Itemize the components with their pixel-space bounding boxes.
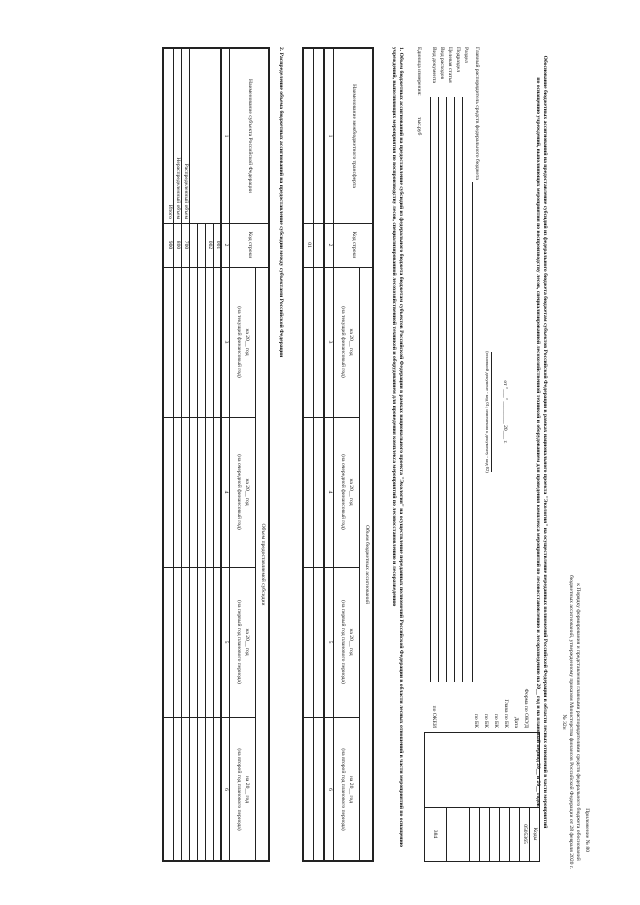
field-line [430,97,431,682]
okei-code: 384 [432,829,438,839]
column-number: 2 [223,243,229,247]
appendix-text: к Порядку формирования и представления главными распорядителями средств федерального бюджета обоснований бюджетных ассигнований, утвержденному приказом Министерства финансов Российской Федерации от 28 февраля 2020 г. № 32н [561,575,581,869]
code-label-okei: по ОКЕИ [431,705,437,728]
field-line [446,97,447,682]
field-label-manager: Главный распорядитель средств федерального бюджета [474,47,480,180]
row-code: 001 [215,240,221,250]
col-group-header: Объем бюджетных ассигнований [364,525,370,604]
year-sub: (на первый год планового периода) [236,600,242,684]
year-label: на 20__ год [244,328,250,356]
year-sub: (на второй год планового периода) [236,748,242,831]
codes-header: Коды [532,827,538,841]
field-line [472,182,473,682]
year-sub: (на первый год планового периода) [340,600,346,684]
row-code: 002 [207,240,213,250]
year-sub: (на текущий финансовый год) [236,306,242,378]
summary-code: 700 [183,240,189,250]
year-sub: (на второй год планового периода) [340,748,346,831]
row-code: 01 [306,242,312,248]
column-number: 1 [223,134,229,138]
column-number: 3 [223,340,229,344]
field-label-target: Целевая статья [447,47,453,83]
year-label: на 20__ год [348,328,354,356]
codes-table [424,732,540,862]
section1-table [302,47,374,862]
code-label-okud: Форма по ОКУД [523,688,529,728]
column-number: 6 [327,788,333,791]
column-number: 4 [223,490,229,494]
summary-label: Итого [167,204,173,219]
code-label-bk4: по БК [473,713,479,728]
col-group-header: Объем предоставляемой субсидии [260,523,266,606]
field-label-expense: Вид расходов [439,47,445,80]
summary-label: Нераспределенный объем [175,157,181,219]
column-number: 5 [223,640,229,644]
year-sub: (на очередной финансовый год) [236,454,242,530]
column-number: 3 [327,340,333,344]
field-label-unit: Единица измерения: [416,47,422,96]
field-line [462,97,463,682]
year-label: на 20__ год [348,478,354,506]
field-line [454,97,455,682]
column-number: 1 [327,134,333,138]
date-line: от "___" ________ 20___ г. [502,380,508,444]
code-label-bk2: по БК [493,713,499,728]
summary-code: 900 [167,240,173,250]
col-subject-name: Наименование субъекта Российской Федерации [247,79,253,193]
field-label-doctype: Вид документа [431,47,437,83]
year-label: на 20__ год [244,628,250,656]
field-line [438,97,439,682]
appendix-number: Приложение № 80 [584,808,590,852]
section2-heading: 2. Распределение объема бюджетных ассигнований на предоставление субсидии между субъектами Российской Федерации [278,47,284,358]
okud-code: 0505365 [522,824,528,844]
year-label: на 20__ год [348,628,354,656]
code-label-bk3: по БК [483,713,489,728]
column-number: 4 [327,490,333,494]
date-underline [491,352,492,472]
column-number: 2 [327,243,333,247]
code-label-bk1: Глава по БК [503,699,509,728]
col-line-code: Код строки [351,231,357,259]
column-number: 5 [327,640,333,644]
year-label: на 20__ год [244,478,250,506]
unit-value: тыс.руб [416,117,422,136]
col-transfer-name: Наименование межбюджетного трансферта [351,84,357,188]
year-sub: (на текущий финансовый год) [340,306,346,378]
column-number: 6 [223,788,229,791]
code-label-date: Дата [513,716,519,728]
year-label: на 20__ год [348,775,354,804]
summary-code: 800 [175,240,181,250]
rotated-form [40,12,600,892]
field-label-section: Раздел [463,47,469,63]
col-line-code: Код строки [247,231,253,259]
section2-table [162,47,270,862]
year-sub: (на очередной финансовый год) [340,454,346,530]
section1-heading: 1. Объем бюджетных ассигнований на предоставление субсидий из федерального бюджета бюджетам субъектов Российской Федерации в рамках национального проекта "Экология" на осуществление переданных полномочий Российской Федерации в области лесных отношений в части мероприятий по оснащению учреждений, выполняющих мероприятия по воспроизводству лесов, специализированной лесохозяйственной техникой и оборудованием для проведения комплекса мероприятий по лесовосстановлению и лесоразведению [391,47,404,847]
summary-label: Распределенный объем [183,163,189,219]
field-label-subsection: Подраздел [455,47,461,73]
document-title: Обоснование бюджетных ассигнований на предоставление субсидий из федерального бюджета бюджетам субъектов Российской Федерации в рамках национального проекта "Экология" на осуществление переданных полномочий Российской Федерации в области лесных отношений в части мероприятий по оснащению учреждений, выполняющих мероприятия по воспроизводству лесов, специализированной лесохозяйственной техникой и оборудованием для проведения комплекса мероприятий по лесовосстановлению и лесоразведению на 20__ год и на плановый период 20__ и 20__ годов [535,55,548,829]
date-note: (основной документ - код 01; изменения к документу - код 02) [485,351,490,473]
year-label: на 20__ год [244,775,250,804]
